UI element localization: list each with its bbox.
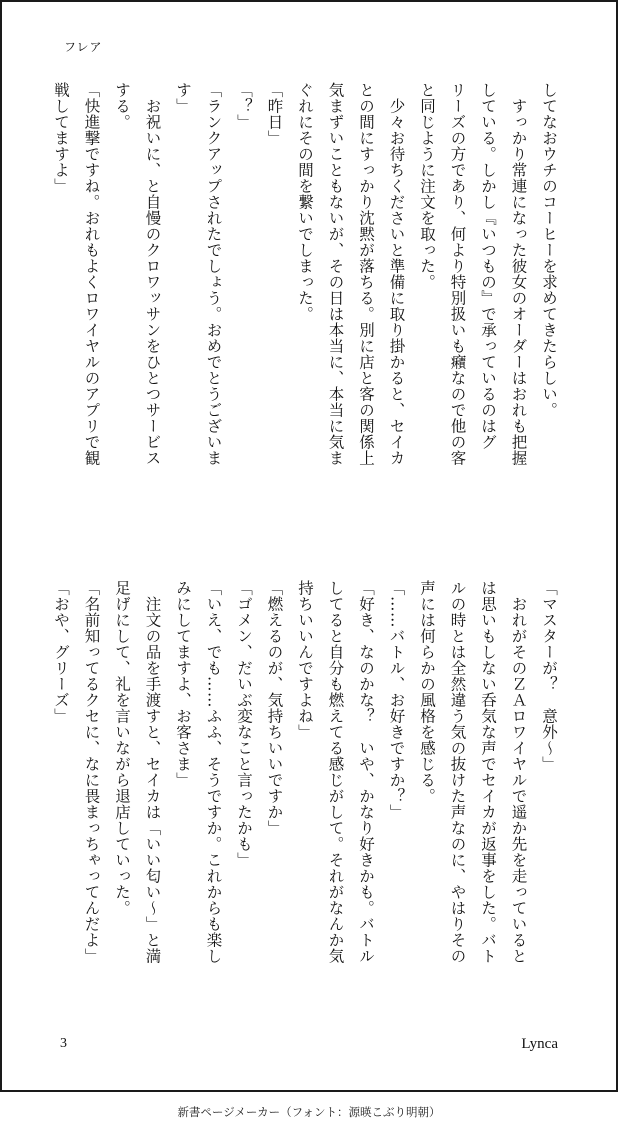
body-text-upper: してなおウチのコーヒーを求めてきたらしい。 すっかり常連になった彼女のオーダーはおれも把握 している。しかし『いつもの』で承っているのはグ リーズの方であり、何より特別扱いも癪なので他の客 と同じように注文を取った。 少々お待ちくださいと準備に取り掛かると、セイカ との間にすっかり沈黙が落ちる。別に店と客の関係上 気まずいこともないが、その日は本当に、本当に気ま ぐれにその間を繋いでしまった。 「昨日」 「？」 「ランクアップされたでしょう。おめでとうございま す」 お祝いに、と自慢のクロワッサンをひとつサービス する。 「快進撃ですね。おれもよくロワイヤルのアプリで観 戦してますよ」 xyxy=(52,82,558,466)
author-name: Lynca xyxy=(521,1036,558,1052)
footer-caption: 新書ページメーカー（フォント：源暎こぶり明朝） xyxy=(177,1105,441,1119)
page-number: 3 xyxy=(60,1036,67,1051)
running-header: フレア xyxy=(64,40,103,54)
body-text-lower: 「マスターが？ 意外～」 おれがそのＺＡロワイヤルで遥か先を走っていると は思いもしない呑気な声でセイカが返事をした。バト ルの時とは全然違う気の抜けた声なのに、やはりその 声には何らかの風格を感じる。 「……バトル、お好きですか？」 「好き、なのかな？ いや、かなり好きかも。バトル してると自分も燃えてる感じがして。それがなんか気 持ちいいんですよね」 「燃えるのが、気持ちいいですか」 「ゴメン、だいぶ変なこと言ったかも」 「いえ、でも……ふふ、そうですか。これからも楽し みにしてますよ、お客さま」 注文の品を手渡すと、セイカは「いい匂い～」と満 足げにして、礼を言いながら退店していった。 「名前知ってるクセに、なに畏まっちゃってんだよ」 「おや、グリーズ」 xyxy=(52,580,558,964)
